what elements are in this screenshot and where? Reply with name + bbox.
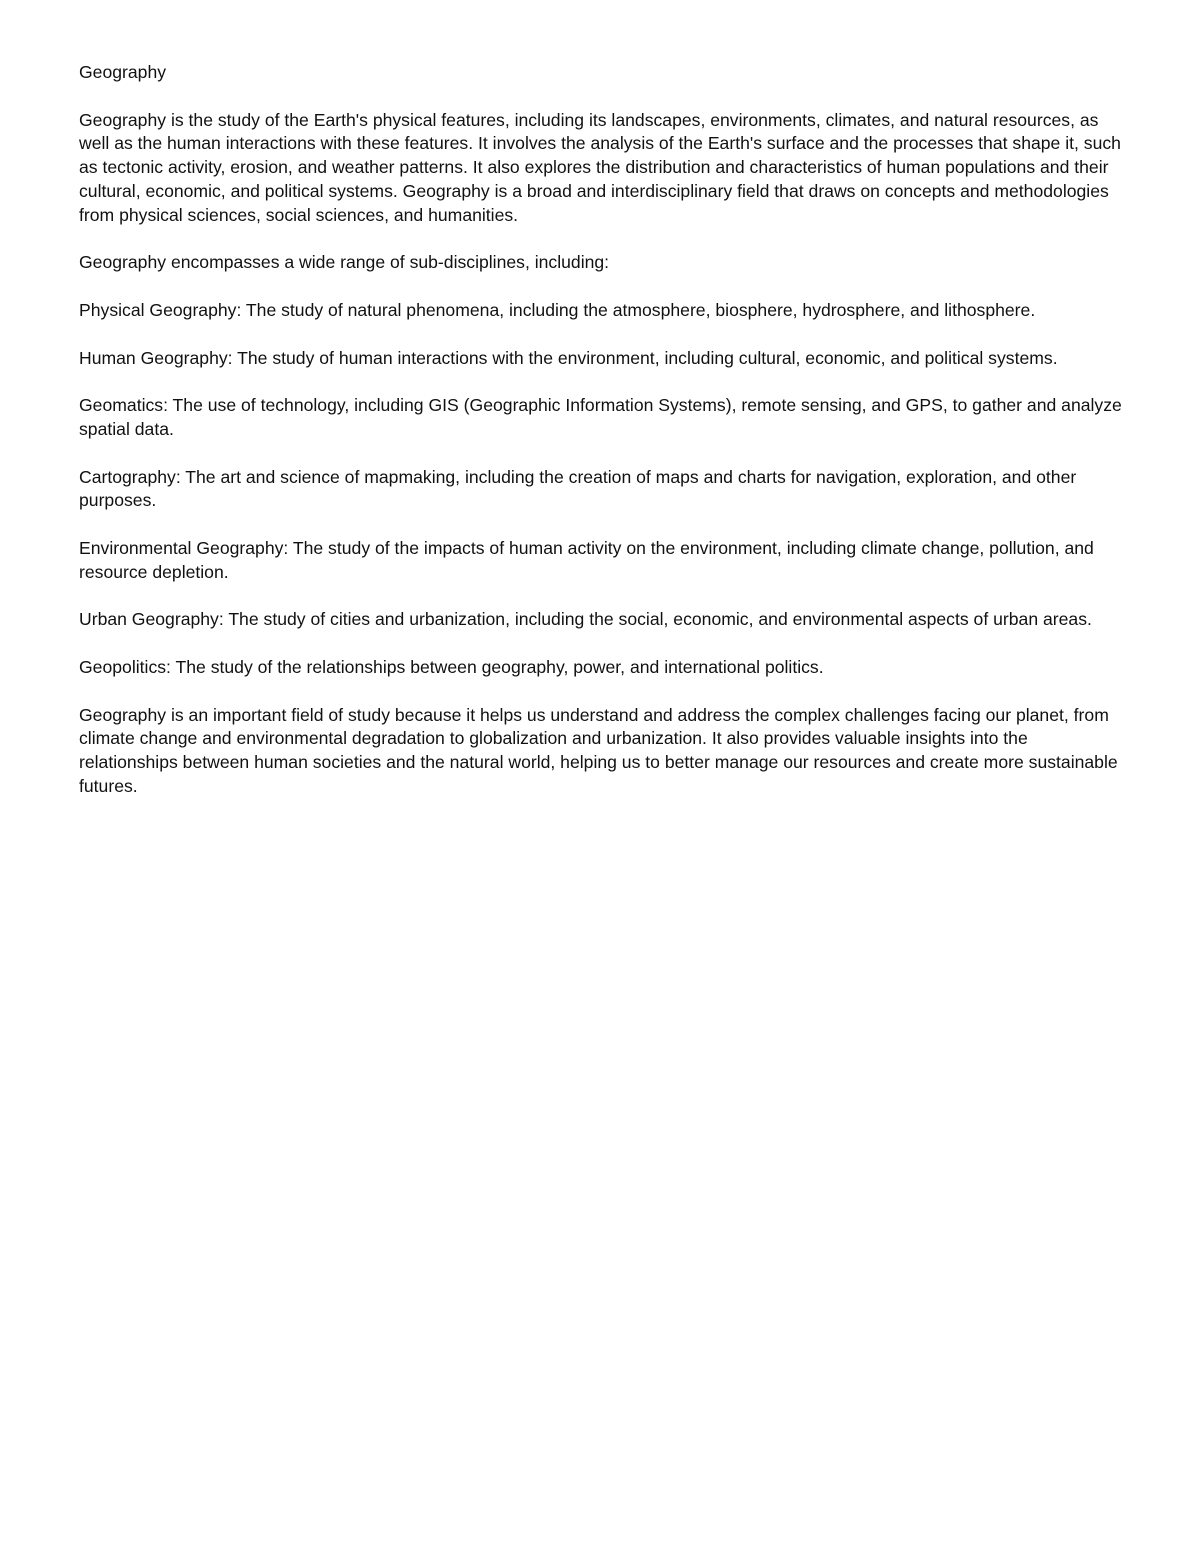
document-body — [79, 61, 1129, 823]
subdisciplines-intro-paragraph: Geography encompasses a wide range of sub-disciplines, including: — [79, 252, 610, 273]
conclusion-paragraph: Geography is an important field of study because it helps us understand and address the complex challenges facing our planet, from climate change and environmental degradation to globalization and urbanization. It also provides valuable insights into the relationships between human societies and the natural world, helping us to better manage our resources and create more sustainable futures. — [79, 704, 1118, 796]
urban-geography-paragraph: Urban Geography: The study of cities and urbanization, including the social, economic, and environmental aspects of urban areas. — [79, 609, 1092, 630]
intro-paragraph: Geography is the study of the Earth's physical features, including its landscapes, environments, climates, and natural resources, as well as the human interactions with these features. It involves the analysis of the Earth's surface and the processes that shape it, such as tectonic activity, erosion, and weather patterns. It also explores the distribution and characteristics of human populations and their cultural, economic, and political systems. Geography is a broad and interdisciplinary field that draws on concepts and methodologies from physical sciences, social sciences, and humanities. — [79, 109, 1121, 225]
geopolitics-paragraph: Geopolitics: The study of the relationships between geography, power, and international politics. — [79, 656, 824, 677]
cartography-paragraph: Cartography: The art and science of mapmaking, including the creation of maps and charts for navigation, exploration, and other purposes. — [79, 466, 1077, 511]
physical-geography-paragraph: Physical Geography: The study of natural phenomena, including the atmosphere, biosphere, hydrosphere, and lithosphere. — [79, 299, 1036, 320]
human-geography-paragraph: Human Geography: The study of human interactions with the environment, including cultural, economic, and political systems. — [79, 347, 1058, 368]
environmental-geography-paragraph: Environmental Geography: The study of the impacts of human activity on the environment, including climate change, pollution, and resource depletion. — [79, 537, 1094, 582]
document-title: Geography — [79, 62, 167, 82]
geomatics-paragraph: Geomatics: The use of technology, including GIS (Geographic Information Systems), remote sensing, and GPS, to gather and analyze spatial data. — [79, 395, 1122, 439]
